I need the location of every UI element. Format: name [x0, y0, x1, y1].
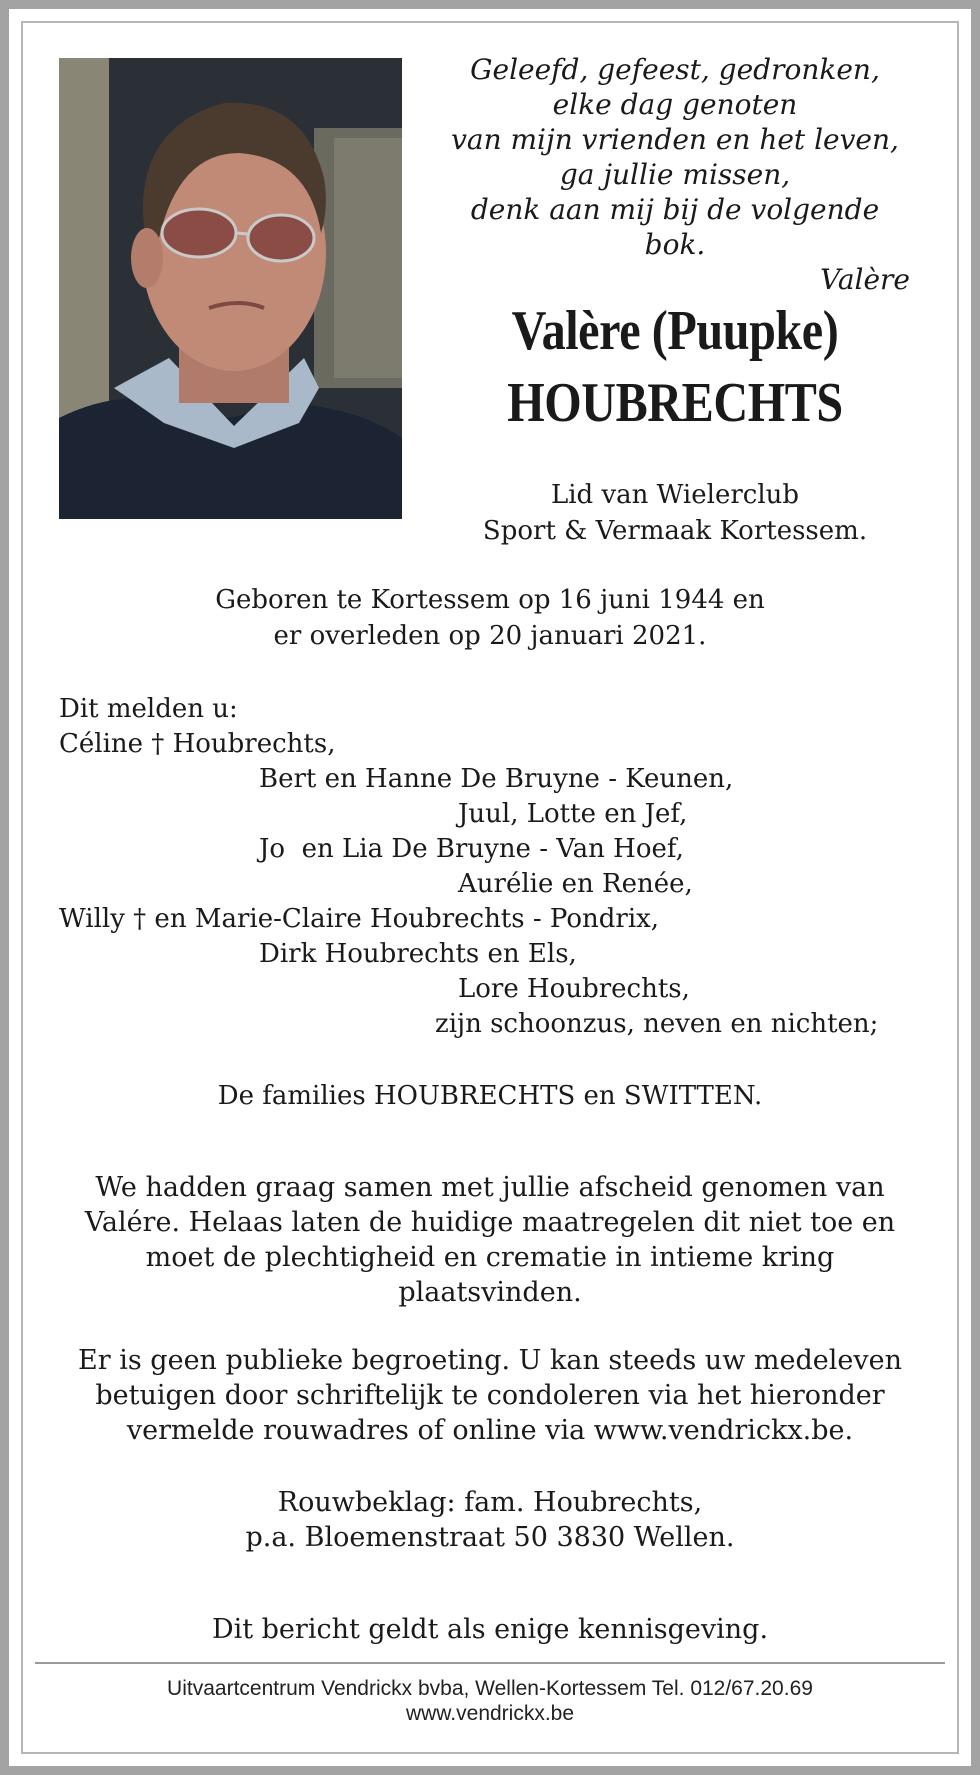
portrait-illustration	[59, 58, 402, 519]
farewell-line: plaatsvinden.	[398, 1277, 582, 1308]
greeting-line: Er is geen publieke begroeting. U kan steeds uw medeleven	[78, 1345, 902, 1376]
mourner-row: Lore Houbrechts,	[458, 974, 690, 1004]
deceased-surname: HOUBRECHTS	[507, 372, 843, 434]
footer-company: Uitvaartcentrum Vendrickx bvba, Wellen-Kortessem Tel. 012/67.20.69	[167, 1677, 813, 1700]
notice-line: Dit bericht geldt als enige kennisgeving.	[211, 1614, 769, 1645]
greeting-line: betuigen door schriftelijk te condoleren via het hieronder	[95, 1380, 885, 1411]
club-line: Sport & Vermaak Kortessem.	[482, 516, 868, 546]
birth-line: Geboren te Kortessem op 16 juni 1944 en	[215, 585, 765, 615]
poem-line: denk aan mij bij de volgende bok.	[470, 193, 880, 261]
birth-death-info	[40, 582, 940, 654]
mourner-row: Céline † Houbrechts,	[59, 729, 336, 759]
condolence-address	[40, 1485, 940, 1555]
families-line: De families HOUBRECHTS en SWITTEN.	[217, 1081, 763, 1111]
poem-line: ga jullie missen,	[559, 158, 791, 191]
mourner-row: Jo en Lia De Bruyne - Van Hoef,	[259, 834, 684, 864]
farewell-paragraph	[40, 1170, 940, 1310]
greeting-line: vermelde rouwadres of online via www.vendrickx.be.	[126, 1415, 854, 1446]
poem-signature: Valère	[820, 263, 910, 296]
mourner-row: Dirk Houbrechts en Els,	[259, 939, 577, 969]
mourner-row: Aurélie en Renée,	[458, 869, 693, 899]
portrait-photo	[59, 58, 402, 519]
greeting-paragraph	[40, 1343, 940, 1448]
address-line: p.a. Bloemenstraat 50 3830 Wellen.	[245, 1522, 735, 1553]
club-membership	[440, 477, 910, 549]
address-line: Rouwbeklag: fam. Houbrechts,	[277, 1487, 703, 1518]
mourner-row: Willy † en Marie-Claire Houbrechts - Pondrix,	[59, 904, 660, 934]
mourner-row: Juul, Lotte en Jef,	[458, 799, 688, 829]
mourners-intro: Dit melden u:	[59, 694, 238, 724]
poem-line: Geleefd, gefeest, gedronken,	[470, 53, 880, 86]
mourner-row: Bert en Hanne De Bruyne - Keunen,	[259, 764, 734, 794]
footer-divider	[35, 1662, 945, 1664]
funeral-home-footer	[40, 1676, 940, 1726]
farewell-line: Valére. Helaas laten de huidige maatregelen dit niet toe en	[84, 1207, 896, 1238]
death-line: er overleden op 20 januari 2021.	[273, 621, 707, 651]
farewell-line: moet de plechtigheid en crematie in intieme kring	[145, 1242, 835, 1273]
farewell-line: We hadden graag samen met jullie afscheid genomen van	[95, 1172, 885, 1203]
mourner-row: zijn schoonzus, neven en nichten;	[435, 1009, 879, 1039]
footer-website[interactable]: www.vendrickx.be	[405, 1702, 575, 1725]
deceased-first-name: Valère (Puupke)	[511, 300, 839, 362]
poem-line: van mijn vrienden en het leven,	[451, 123, 899, 156]
memorial-poem	[440, 52, 910, 297]
poem-line: elke dag genoten	[552, 88, 798, 121]
mourners-list	[59, 692, 939, 1042]
club-line: Lid van Wielerclub	[550, 480, 800, 510]
deceased-name	[440, 295, 910, 439]
